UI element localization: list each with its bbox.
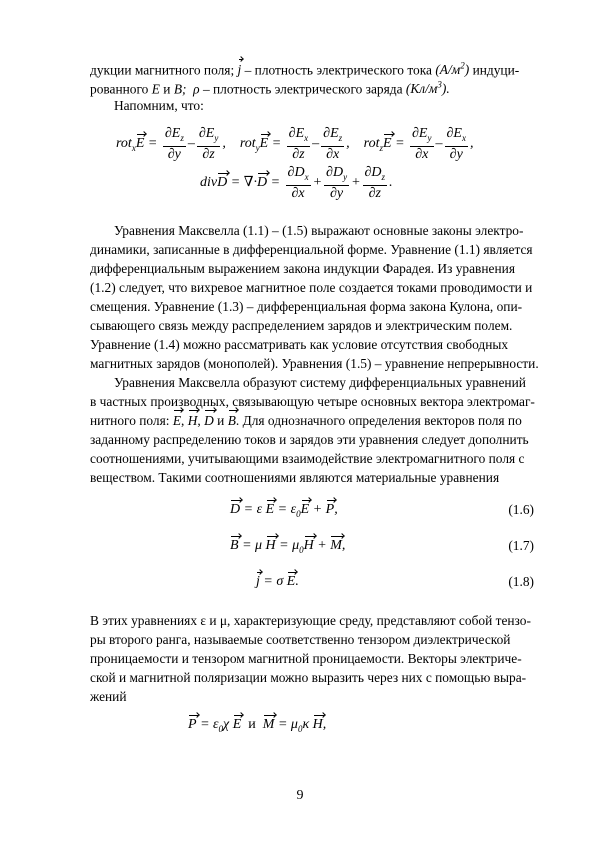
div-d-2: D (256, 175, 268, 191)
rot-y-eq: = (271, 136, 282, 152)
eq17-eq2: = (279, 538, 289, 553)
num-dEy-2-sub: y (427, 132, 432, 143)
vector-h: H (187, 413, 198, 428)
equation-number-1-6: (1.6) (508, 502, 534, 517)
page-number: 9 (296, 788, 304, 803)
eq16-p: P (325, 502, 335, 517)
num-dEz-2: ∂E (323, 126, 339, 141)
plus-2: + (351, 175, 361, 191)
p2-line-6: веществом. Такими соотношениями являются материальные уравнения (90, 470, 500, 485)
eq17-b: B (230, 538, 239, 553)
div-eq: = (230, 175, 241, 191)
equation-number-1-8: (1.8) (508, 574, 534, 589)
den-dx: ∂x (326, 146, 340, 162)
recall-heading: Напомним, что: (114, 98, 204, 113)
num-dDz: ∂D (364, 165, 382, 180)
eq16-comma: , (334, 502, 338, 517)
p1-line-4: (1.2) следует, что вихревое магнитное поле создается токами проводимости и (90, 280, 533, 295)
eq16-eps0: ε (290, 502, 297, 517)
div-eq-2: = (270, 175, 281, 191)
comma-1: , (222, 136, 226, 152)
eq16-e2: E (300, 502, 310, 517)
num-dEy-2: ∂E (412, 126, 428, 141)
eq18-e: E (286, 574, 296, 589)
p1-line-1: Уравнения Максвелла (1.1) – (1.5) выражают основные законы электро- (114, 223, 524, 238)
rot-z-e: E (383, 136, 392, 152)
eq18-period: . (295, 574, 299, 589)
num-dDx: ∂D (287, 165, 305, 180)
den-dy-2: ∂y (449, 146, 463, 162)
p1-line-6: сывающего связь между распределением зарядов и электрическим полем. (90, 318, 513, 333)
equation-1-6 (230, 502, 338, 519)
p2-line-2: в частных производных, связывающую четыре основных вектора электромаг- (90, 394, 535, 409)
p3-line-5: жений (90, 689, 127, 704)
num-dEx-2: ∂E (446, 126, 462, 141)
pol-h: H (312, 717, 323, 732)
num-dEz: ∂E (164, 126, 181, 141)
pol-comma: , (322, 717, 327, 732)
frac-dEy-dx (410, 126, 433, 162)
frac-dEz-dy (163, 126, 186, 162)
eq18-eq: = (263, 574, 273, 589)
vector-b: B (227, 413, 236, 428)
frac-dEz-dx (321, 126, 344, 162)
den-dz-3: ∂z (368, 185, 381, 201)
num-dDx-sub: x (304, 171, 309, 182)
den-dy-3: ∂y (329, 185, 344, 201)
rot-y-label: rot (239, 136, 256, 152)
rot-z-eq: = (395, 136, 405, 152)
p1-line-7: Уравнение (1.4) можно рассматривать как условие отсутствия свободных (90, 337, 509, 352)
vector-d: D (204, 413, 214, 428)
p3-line-1: В этих уравнениях ε и μ, характеризующие среду, представляют собой тензо- (90, 613, 531, 628)
p1-line-5: смещения. Уравнение (1.3) – дифференциальная форма закона Кулона, опи- (90, 299, 523, 314)
charge-unit (406, 81, 450, 96)
num-dDz-sub: z (381, 171, 386, 182)
pol-p: P (188, 717, 197, 732)
comma-3: , (469, 136, 474, 152)
intro-text-1a: дукции магнитного поля; (90, 62, 235, 78)
equation-1-7 (230, 538, 345, 555)
vector-e: E (172, 413, 182, 428)
eq17-mu0: μ (292, 538, 300, 553)
eq18-sigma: σ (276, 574, 284, 589)
den-dx-2: ∂x (415, 146, 429, 162)
intro-text-1c: индуци- (472, 62, 520, 78)
num-dEz-sub: z (180, 132, 184, 143)
p1-line-2: динамики, записанные в дифференциальной форме. Уравнение (1.1) является (90, 242, 533, 257)
polarization-equations (188, 717, 326, 734)
p1-line-3: дифференциальным выражением закона индукции Фарадея. Из уравнения (90, 261, 515, 276)
den-dz: ∂z (202, 146, 215, 162)
num-dDy: ∂D (326, 165, 344, 180)
rot-z-sub: z (379, 142, 383, 153)
unit-sup-3: 3 (437, 80, 442, 90)
unit-a-m: (А/м (435, 62, 461, 78)
equation-number-1-7: (1.7) (508, 538, 534, 553)
pol-chi: χ (223, 717, 230, 732)
eq17-zero: 0 (299, 544, 304, 555)
rot-x-label: rot (116, 136, 132, 152)
div-formula (200, 165, 393, 201)
p2-line-4: заданному распределению токов и зарядов эти уравнения следует дополнить (90, 432, 529, 447)
unit-sup-2: 2 (460, 61, 465, 71)
frac-dEy-dz (197, 126, 220, 162)
p2-line-3b: . Для однозначного определения векторов поля по (235, 413, 522, 428)
p1-line-8: магнитных зарядов (монополей). Уравнения (1.5) – уравнение непрерывности. (90, 356, 539, 371)
eq17-m: M (330, 538, 342, 553)
frac-dDy-dy (324, 165, 349, 201)
eq17-eq1: = (242, 538, 252, 553)
unit-close-1: ) (464, 62, 470, 78)
pol-and: и (248, 717, 256, 732)
div-d: D (217, 175, 228, 191)
eq16-plus: + (312, 502, 323, 517)
pol-mu0: μ (290, 717, 298, 732)
pol-eps0: ε (213, 717, 219, 732)
num-dEy-sub: y (214, 132, 219, 143)
unit-close-2: ). (441, 81, 450, 97)
num-dEx: ∂E (288, 126, 305, 141)
eq16-eq1: = (243, 502, 254, 517)
p2-and: и (217, 413, 225, 428)
eq16-e: E (265, 502, 275, 517)
eq17-comma: , (341, 538, 346, 553)
symbol-rho: ρ (193, 81, 200, 97)
pol-m: M (262, 717, 275, 732)
equation-1-8 (256, 574, 299, 590)
p3-line-3: проницаемости и тензором магнитной проницаемости. Векторы электриче- (90, 651, 522, 666)
eq16-d: D (230, 502, 241, 517)
eq17-h: H (265, 538, 276, 553)
eq16-eq2: = (277, 502, 288, 517)
intro-text-1b: – плотность электрического тока (244, 62, 432, 78)
p2-line-1: Уравнения Максвелла образуют систему дифференциальных уравнений (114, 375, 526, 390)
rot-z-label: rot (363, 136, 380, 152)
intro-and: и (163, 81, 171, 97)
intro-line-2 (90, 76, 536, 98)
intro-text-2c: – плотность электрического заряда (202, 81, 403, 97)
pol-zero1: 0 (218, 723, 224, 734)
eq16-zero: 0 (296, 508, 301, 519)
nabla-symbol: ∇· (243, 175, 257, 191)
pol-eq2: = (277, 717, 288, 732)
rot-y-e: E (259, 136, 269, 152)
frac-dDz-dz (363, 165, 388, 201)
num-dDy-sub: y (343, 171, 348, 182)
frac-dEx-dz (287, 126, 310, 162)
den-dx-3: ∂x (291, 185, 305, 201)
p2-line-3: нитного поля: E, H, D и B. Для однозначного определения векторов поля по (90, 413, 522, 428)
eq17-h2: H (303, 538, 314, 553)
symbol-e: E (151, 81, 160, 97)
p2-line-5: соотношениями, учитывающими взаимодействие электромагнитного поля с (90, 451, 525, 466)
rot-x-sub: x (131, 142, 136, 153)
unit-kl-m: (Кл/м (405, 81, 438, 97)
num-dEx-sub: x (304, 132, 309, 143)
eq16-eps: ε (256, 502, 263, 517)
rot-formulas: rot$_x$E = $\frac{\partial E_z}{\partial y}$ – $\frac{\partial E_y}{\partial z}$ , rot$_y$E = $\frac{\partial E_x}{\partial z}$ – $\frac{\partial E_z}{\partial x}$ , rot$_z$E = $\frac{\partial E_y}{\partial x}$ – $\frac{\partial E_x}{\partial y}$ , (116, 126, 474, 162)
num-dEy: ∂E (198, 126, 215, 141)
den-dz-2: ∂z (292, 146, 305, 162)
rot-x-eq: = (147, 136, 158, 152)
den-dy: ∂y (167, 146, 181, 162)
current-density-symbol: j (237, 62, 242, 78)
eq18-j: j (256, 574, 260, 589)
frac-dDx-dx (286, 165, 311, 201)
symbol-b: B; (173, 81, 187, 97)
num-dEx-2-sub: x (461, 132, 466, 143)
pol-e: E (232, 717, 242, 732)
rot-y-sub: y (255, 142, 260, 153)
eq17-mu: μ (255, 538, 263, 553)
rot-x-e: E (135, 136, 145, 152)
div-label: div (200, 175, 218, 191)
pol-eq1: = (200, 717, 210, 732)
p2-line-3a: нитного поля: (90, 413, 170, 428)
num-dEz-2-sub: z (338, 132, 343, 143)
comma-2: , (346, 136, 350, 152)
period-1: . (389, 175, 393, 191)
frac-dEx-dy (445, 126, 468, 162)
intro-text-2a: рованного (90, 81, 149, 97)
p3-line-4: ской и магнитной поляризации можно выразить через них с помощью выра- (90, 670, 527, 685)
plus-1: + (312, 175, 323, 191)
p3-line-2: ры второго ранга, называемые соответственно тензором диэлектрической (90, 632, 511, 647)
eq17-plus: + (317, 538, 327, 553)
pol-kappa: κ (302, 717, 310, 732)
pol-zero2: 0 (297, 723, 303, 734)
